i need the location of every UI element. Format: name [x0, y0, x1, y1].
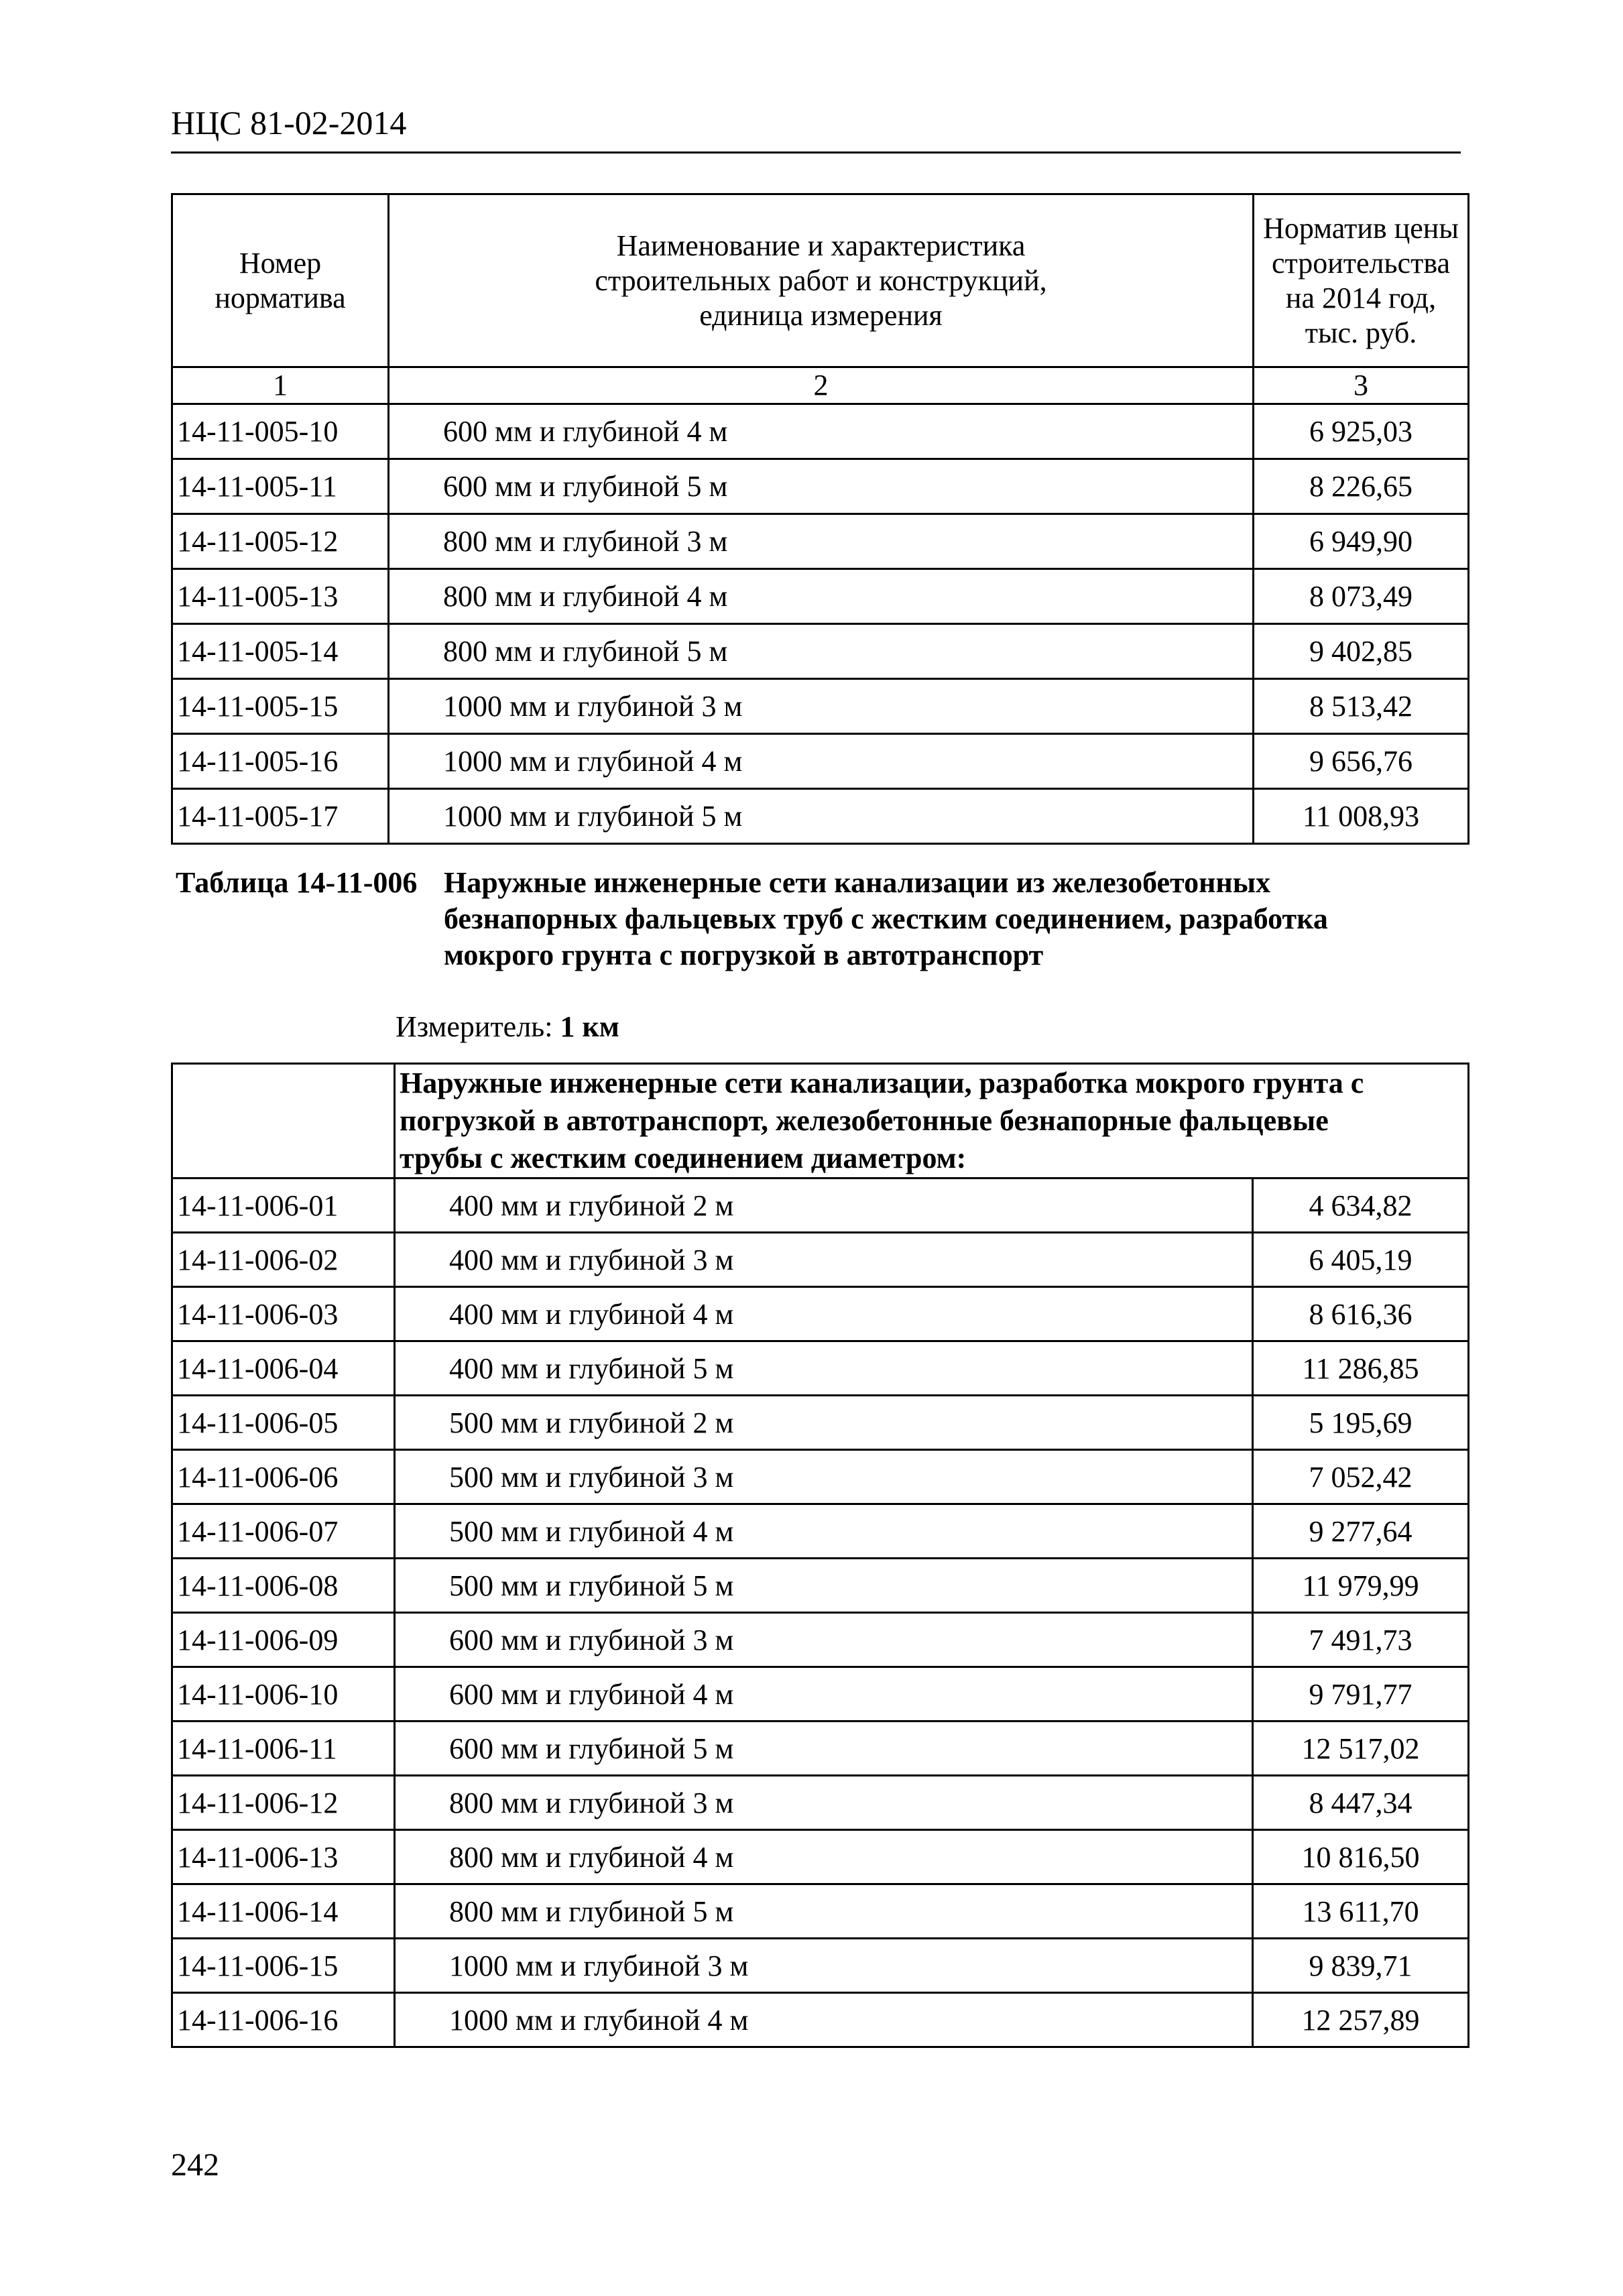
table-row	[172, 1939, 1469, 1993]
norm-code: 14-11-005-10	[172, 404, 389, 459]
table-row	[172, 1341, 1469, 1396]
price-value: 11 286,85	[1253, 1341, 1469, 1396]
price-value: 6 949,90	[1254, 514, 1469, 569]
table-row	[172, 624, 1469, 679]
table-row	[172, 514, 1469, 569]
measurement-unit: 1 км	[560, 1010, 619, 1043]
price-value: 9 402,85	[1254, 624, 1469, 679]
table-caption-label: Таблица 14-11-006	[176, 866, 418, 899]
norm-code: 14-11-006-10	[172, 1667, 395, 1721]
column-number: 2	[389, 367, 1254, 404]
work-description: 1000 мм и глубиной 4 м	[395, 1993, 1253, 2047]
table-14-11-006	[171, 1063, 1469, 2048]
work-description: 500 мм и глубиной 3 м	[395, 1450, 1253, 1504]
work-description: 800 мм и глубиной 4 м	[389, 569, 1254, 624]
norm-code: 14-11-005-12	[172, 514, 389, 569]
table-row	[172, 459, 1469, 514]
table-row	[172, 404, 1469, 459]
work-description: 1000 мм и глубиной 5 м	[389, 789, 1254, 844]
price-value: 8 513,42	[1254, 679, 1469, 734]
norm-code: 14-11-005-14	[172, 624, 389, 679]
price-value: 6 405,19	[1253, 1233, 1469, 1287]
norm-code: 14-11-006-16	[172, 1993, 395, 2047]
work-description: 1000 мм и глубиной 3 м	[389, 679, 1254, 734]
column-number: 1	[172, 367, 389, 404]
price-value: 9 791,77	[1253, 1667, 1469, 1721]
table-caption-line: мокрого грунта с погрузкой в автотранспорт	[444, 939, 1044, 971]
price-value: 8 616,36	[1253, 1287, 1469, 1341]
norm-code: 14-11-006-04	[172, 1341, 395, 1396]
price-value: 7 052,42	[1253, 1450, 1469, 1504]
work-description: 500 мм и глубиной 4 м	[395, 1504, 1253, 1559]
table-caption-line: Наружные инженерные сети канализации из железобетонных	[444, 866, 1271, 899]
header-price-norm: Норматив цены строительства на 2014 год, тыс. руб.	[1254, 194, 1469, 367]
measurement-label: Измеритель:	[396, 1010, 553, 1043]
header-rule	[171, 152, 1461, 154]
table-14-11-005-continued	[171, 193, 1469, 845]
norm-code: 14-11-006-02	[172, 1233, 395, 1287]
norm-code: 14-11-005-13	[172, 569, 389, 624]
group-heading-line: погрузкой в автотранспорт, железобетонные безнапорные фальцевые	[400, 1104, 1329, 1137]
column-number: 3	[1254, 367, 1469, 404]
norm-code: 14-11-006-12	[172, 1776, 395, 1830]
table-row	[172, 1667, 1469, 1721]
price-value: 8 447,34	[1253, 1776, 1469, 1830]
page-number: 242	[171, 2147, 219, 2183]
norm-code: 14-11-006-15	[172, 1939, 395, 1993]
table-row	[172, 1559, 1469, 1613]
table-row	[172, 1884, 1469, 1939]
group-heading-row	[172, 1064, 1469, 1179]
document-code-header: НЦС 81-02-2014	[171, 104, 407, 141]
norm-code: 14-11-006-05	[172, 1396, 395, 1450]
table-row	[172, 789, 1469, 844]
measurement-unit-line	[396, 1012, 619, 1042]
work-description: 600 мм и глубиной 5 м	[395, 1721, 1253, 1776]
table-row	[172, 1830, 1469, 1884]
table-row	[172, 1287, 1469, 1341]
norm-code: 14-11-006-14	[172, 1884, 395, 1939]
price-value: 9 839,71	[1253, 1939, 1469, 1993]
table-header-row	[172, 194, 1469, 367]
table-row	[172, 1450, 1469, 1504]
column-number-row	[172, 367, 1469, 404]
table-row	[172, 679, 1469, 734]
group-heading-line: трубы с жестким соединением диаметром:	[400, 1142, 967, 1174]
norm-code: 14-11-005-11	[172, 459, 389, 514]
norm-code: 14-11-006-11	[172, 1721, 395, 1776]
table-row	[172, 1721, 1469, 1776]
work-description: 600 мм и глубиной 5 м	[389, 459, 1254, 514]
work-description: 1000 мм и глубиной 3 м	[395, 1939, 1253, 1993]
work-description: 600 мм и глубиной 4 м	[389, 404, 1254, 459]
table-row	[172, 1776, 1469, 1830]
work-description: 800 мм и глубиной 4 м	[395, 1830, 1253, 1884]
work-description: 800 мм и глубиной 5 м	[395, 1884, 1253, 1939]
norm-code: 14-11-006-13	[172, 1830, 395, 1884]
price-value: 11 979,99	[1253, 1559, 1469, 1613]
table-row	[172, 1613, 1469, 1667]
work-description: 400 мм и глубиной 5 м	[395, 1341, 1253, 1396]
table-row	[172, 734, 1469, 789]
table-row	[172, 1396, 1469, 1450]
price-value: 5 195,69	[1253, 1396, 1469, 1450]
price-value: 9 277,64	[1253, 1504, 1469, 1559]
price-value: 12 517,02	[1253, 1721, 1469, 1776]
work-description: 800 мм и глубиной 5 м	[389, 624, 1254, 679]
work-description: 1000 мм и глубиной 4 м	[389, 734, 1254, 789]
work-description: 400 мм и глубиной 3 м	[395, 1233, 1253, 1287]
price-value: 10 816,50	[1253, 1830, 1469, 1884]
norm-code: 14-11-006-01	[172, 1179, 395, 1233]
norm-code: 14-11-006-06	[172, 1450, 395, 1504]
table-row	[172, 1504, 1469, 1559]
table-row	[172, 569, 1469, 624]
price-value: 12 257,89	[1253, 1993, 1469, 2047]
header-norm-number: Номер норматива	[172, 194, 389, 367]
norm-code: 14-11-006-03	[172, 1287, 395, 1341]
price-value: 8 073,49	[1254, 569, 1469, 624]
work-description: 600 мм и глубиной 4 м	[395, 1667, 1253, 1721]
price-value: 7 491,73	[1253, 1613, 1469, 1667]
empty-cell	[172, 1064, 395, 1179]
table-row	[172, 1179, 1469, 1233]
group-heading	[395, 1064, 1469, 1179]
norm-code: 14-11-006-07	[172, 1504, 395, 1559]
work-description: 400 мм и глубиной 2 м	[395, 1179, 1253, 1233]
table-caption-line: безнапорных фальцевых труб с жестким соединением, разработка	[444, 902, 1328, 935]
group-heading-line: Наружные инженерные сети канализации, разработка мокрого грунта с	[400, 1067, 1364, 1099]
table-caption-text	[444, 865, 1623, 973]
work-description: 600 мм и глубиной 3 м	[395, 1613, 1253, 1667]
work-description: 400 мм и глубиной 4 м	[395, 1287, 1253, 1341]
norm-code: 14-11-006-09	[172, 1613, 395, 1667]
price-value: 8 226,65	[1254, 459, 1469, 514]
price-value: 9 656,76	[1254, 734, 1469, 789]
norm-code: 14-11-006-08	[172, 1559, 395, 1613]
price-value: 13 611,70	[1253, 1884, 1469, 1939]
table-row	[172, 1993, 1469, 2047]
table-row	[172, 1233, 1469, 1287]
price-value: 6 925,03	[1254, 404, 1469, 459]
norm-code: 14-11-005-15	[172, 679, 389, 734]
norm-code: 14-11-005-16	[172, 734, 389, 789]
price-value: 11 008,93	[1254, 789, 1469, 844]
work-description: 500 мм и глубиной 2 м	[395, 1396, 1253, 1450]
price-value: 4 634,82	[1253, 1179, 1469, 1233]
work-description: 500 мм и глубиной 5 м	[395, 1559, 1253, 1613]
work-description: 800 мм и глубиной 3 м	[395, 1776, 1253, 1830]
work-description: 800 мм и глубиной 3 м	[389, 514, 1254, 569]
header-work-description: Наименование и характеристика строительных работ и конструкций, единица измерения	[389, 194, 1254, 367]
norm-code: 14-11-005-17	[172, 789, 389, 844]
